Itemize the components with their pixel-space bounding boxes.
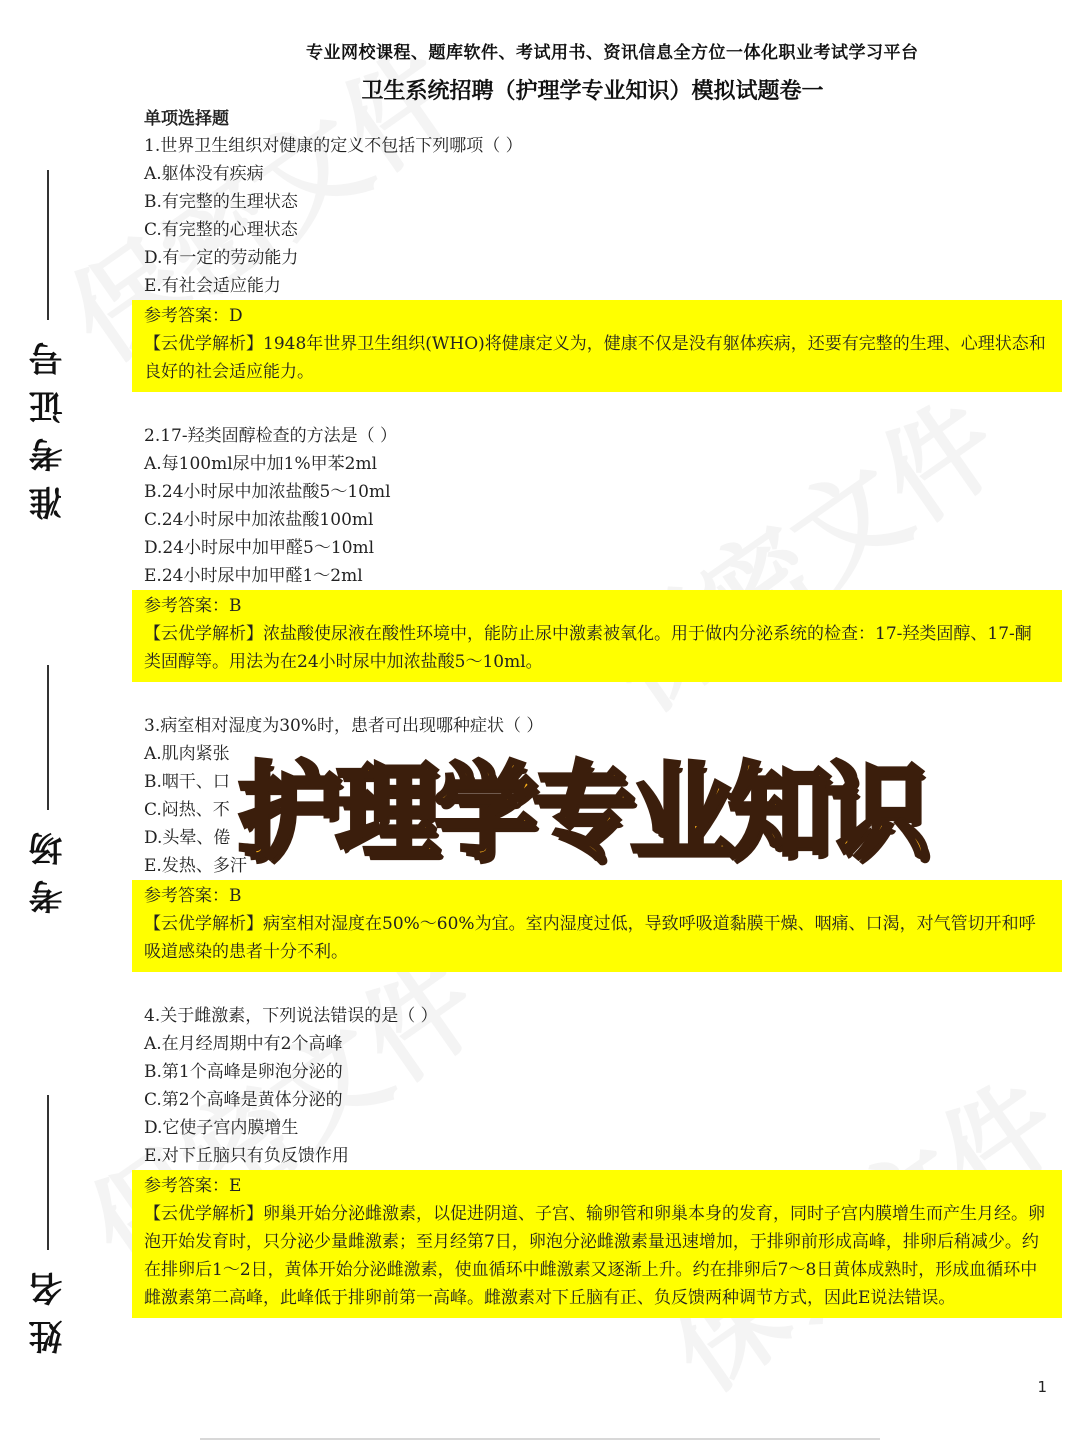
side-field-label: 姓名 — [28, 1258, 69, 1354]
answer-highlight-block — [132, 300, 1062, 392]
question-stem: 3.病室相对湿度为30%时，患者可出现哪种症状（ ） — [144, 716, 544, 736]
answer-explanation: 【云优学解析】病室相对湿度在50%～60%为宜。室内湿度过低，导致呼吸道黏膜干燥、咽痛、口渴，对气管切开和呼吸道感染的患者十分不利。 — [144, 914, 1036, 962]
option-d: D.24小时尿中加甲醛5～10ml — [144, 538, 375, 558]
question-stem: 4.关于雌激素，下列说法错误的是（ ） — [144, 1006, 438, 1026]
option-e: E.24小时尿中加甲醛1～2ml — [144, 566, 363, 586]
question-stem: 2.17-羟类固醇检查的方法是（ ） — [144, 426, 397, 446]
question-stem: 1.世界卫生组织对健康的定义不包括下列哪项（ ） — [144, 136, 523, 156]
option-a: A.肌肉紧张 — [144, 744, 230, 764]
option-b: B.有完整的生理状态 — [144, 192, 298, 212]
side-field-line — [47, 170, 49, 320]
page-number: 1 — [1037, 1378, 1047, 1396]
reference-answer: 参考答案：B — [144, 596, 242, 616]
overlay-banner-title: 护理学专业知识 — [238, 751, 925, 873]
option-b: B.第1个高峰是卵泡分泌的 — [144, 1062, 343, 1082]
option-b: B.咽干、口 — [144, 772, 230, 792]
answer-highlight-block — [132, 1170, 1062, 1318]
question-2 — [144, 422, 1064, 682]
question-list — [144, 106, 1064, 1318]
option-a: A.躯体没有疾病 — [144, 164, 264, 184]
side-field-line — [47, 1095, 49, 1250]
option-d: D.它使子宫内膜增生 — [144, 1118, 299, 1138]
option-e: E.发热、多汗 — [144, 856, 247, 876]
document-title: 卫生系统招聘（护理学专业知识）模拟试题卷一 — [361, 79, 824, 104]
reference-answer: 参考答案：E — [144, 1176, 242, 1196]
option-a: A.在月经周期中有2个高峰 — [144, 1034, 343, 1054]
option-e: E.对下丘脑只有负反馈作用 — [144, 1146, 349, 1166]
side-field-line — [47, 665, 49, 810]
header-slogan: 专业网校课程、题库软件、考试用书、资讯信息全方位一体化职业考试学习平台 — [306, 43, 919, 63]
section-heading: 单项选择题 — [144, 109, 229, 129]
answer-highlight-block — [132, 590, 1062, 682]
answer-explanation: 【云优学解析】浓盐酸使尿液在酸性环境中，能防止尿中激素被氧化。用于做内分泌系统的检查：17-羟类固醇、17-酮类固醇等。用法为在24小时尿中加浓盐酸5～10ml。 — [144, 624, 1032, 672]
option-d: D.头晕、倦 — [144, 828, 231, 848]
question-1 — [144, 132, 1064, 392]
answer-explanation: 【云优学解析】卵巢开始分泌雌激素，以促进阴道、子宫、输卵管和卵巢本身的发育，同时子宫内膜增生而产生月经。卵泡开始发育时，只分泌少量雌激素；至月经第7日，卵泡分泌雌激素量迅速增加，于排卵前形成高峰，排卵后稍减少。约在排卵后1～2日，黄体开始分泌雌激素，使血循环中雌激素又逐渐上升。约在排卵后7～8日黄体成熟时，形成血循环中雌激素第二高峰，此峰低于排卵前第一高峰。雌激素对下丘脑有正、负反馈两种调节方式，因此E说法错误。 — [144, 1204, 1045, 1308]
answer-highlight-block — [132, 880, 1062, 972]
side-field-label: 准考证号 — [28, 328, 69, 520]
option-c: C.有完整的心理状态 — [144, 220, 298, 240]
option-a: A.每100ml尿中加1%甲苯2ml — [144, 454, 378, 474]
option-c: C.闷热、不 — [144, 800, 230, 820]
option-c: C.第2个高峰是黄体分泌的 — [144, 1090, 343, 1110]
option-e: E.有社会适应能力 — [144, 276, 281, 296]
option-c: C.24小时尿中加浓盐酸100ml — [144, 510, 374, 530]
option-d: D.有一定的劳动能力 — [144, 248, 299, 268]
option-b: B.24小时尿中加浓盐酸5～10ml — [144, 482, 391, 502]
bottom-divider — [200, 1438, 880, 1440]
reference-answer: 参考答案：B — [144, 886, 242, 906]
side-field-name — [28, 1095, 68, 1354]
question-4 — [144, 1002, 1064, 1318]
reference-answer: 参考答案：D — [144, 306, 243, 326]
side-field-exam-room — [28, 665, 68, 914]
side-field-label: 考场 — [28, 818, 69, 914]
side-field-admission-number — [28, 170, 68, 520]
answer-explanation: 【云优学解析】1948年世界卫生组织(WHO)将健康定义为，健康不仅是没有躯体疾病，还要有完整的生理、心理状态和良好的社会适应能力。 — [144, 334, 1046, 382]
